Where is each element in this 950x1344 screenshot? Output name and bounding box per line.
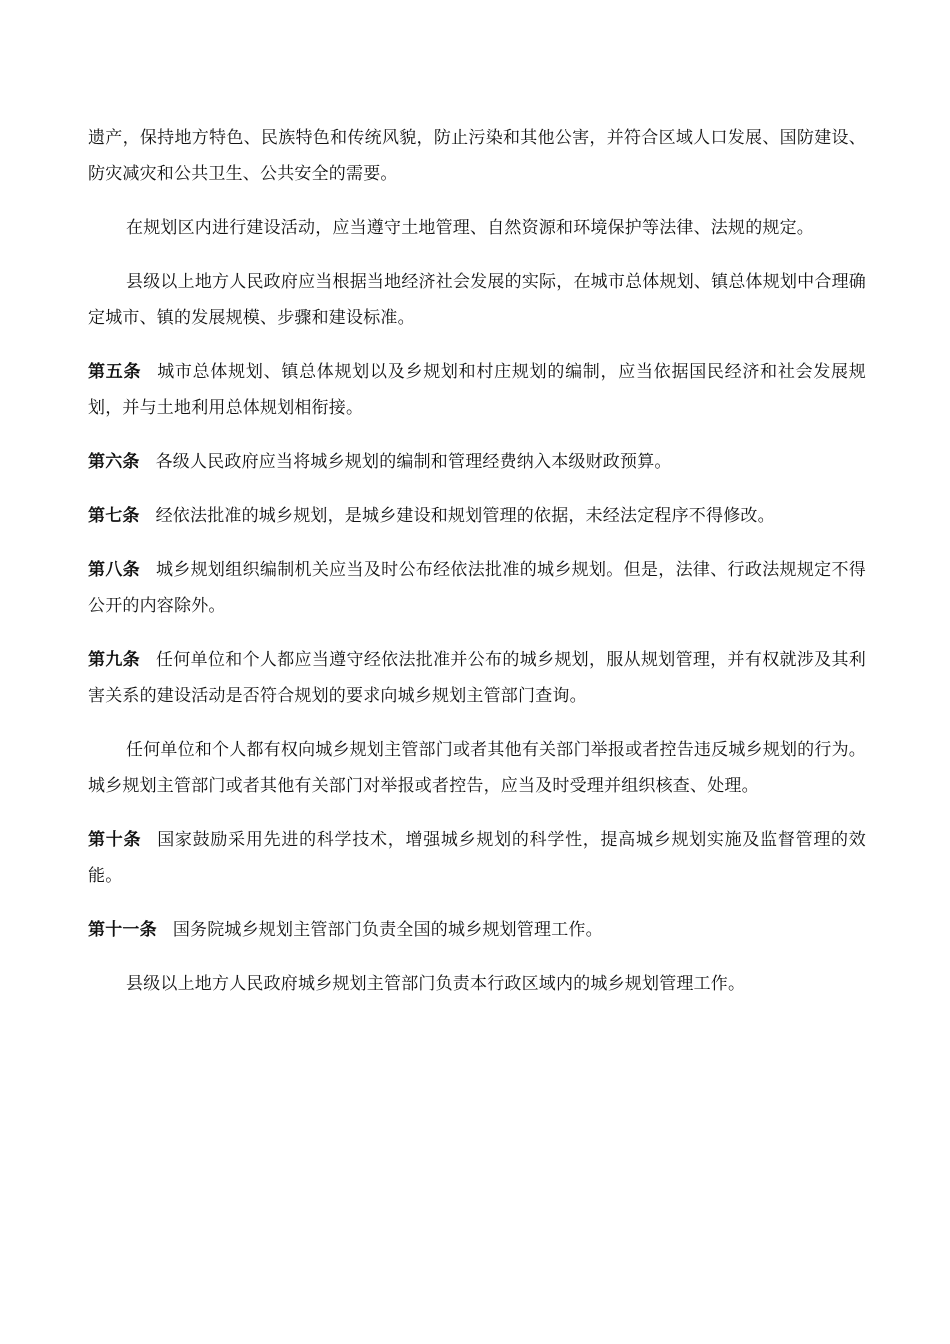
paragraph-text: 在规划区内进行建设活动，应当遵守土地管理、自然资源和环境保护等法律、法规的规定。 — [126, 218, 814, 238]
article-paragraph — [88, 498, 866, 534]
body-paragraph — [88, 210, 866, 246]
article-number: 第十条 — [88, 830, 142, 850]
body-paragraph — [88, 966, 866, 1002]
paragraph-text: 任何单位和个人都应当遵守经依法批准并公布的城乡规划，服从规划管理，并有权就涉及其利害关系的建设活动是否符合规划的要求向城乡规划主管部门查询。 — [88, 650, 866, 706]
article-number: 第六条 — [88, 452, 140, 472]
article-number: 第五条 — [88, 362, 142, 382]
paragraph-text: 国务院城乡规划主管部门负责全国的城乡规划管理工作。 — [172, 920, 603, 940]
article-paragraph — [88, 642, 866, 714]
article-paragraph — [88, 822, 866, 894]
article-paragraph — [88, 354, 866, 426]
body-paragraph — [88, 120, 866, 192]
paragraph-text: 城乡规划组织编制机关应当及时公布经依法批准的城乡规划。但是，法律、行政法规规定不得公开的内容除外。 — [88, 560, 866, 616]
article-number: 第十一条 — [88, 920, 157, 940]
article-number: 第七条 — [88, 506, 140, 526]
article-number: 第九条 — [88, 650, 140, 670]
paragraph-text: 县级以上地方人民政府城乡规划主管部门负责本行政区域内的城乡规划管理工作。 — [126, 974, 746, 994]
article-paragraph — [88, 552, 866, 624]
paragraph-text: 国家鼓励采用先进的科学技术，增强城乡规划的科学性，提高城乡规划实施及监督管理的效能。 — [88, 830, 866, 886]
article-paragraph — [88, 912, 866, 948]
body-paragraph — [88, 264, 866, 336]
body-paragraph — [88, 732, 866, 804]
article-paragraph — [88, 444, 866, 480]
paragraph-text: 经依法批准的城乡规划，是城乡建设和规划管理的依据，未经法定程序不得修改。 — [155, 506, 775, 526]
paragraph-text: 任何单位和个人都有权向城乡规划主管部门或者其他有关部门举报或者控告违反城乡规划的行为。城乡规划主管部门或者其他有关部门对举报或者控告，应当及时受理并组织核查、处理。 — [88, 740, 866, 796]
paragraph-text: 各级人民政府应当将城乡规划的编制和管理经费纳入本级财政预算。 — [155, 452, 672, 472]
document-page — [88, 120, 866, 1020]
paragraph-text: 遗产，保持地方特色、民族特色和传统风貌，防止污染和其他公害，并符合区域人口发展、国防建设、防灾减灾和公共卫生、公共安全的需要。 — [88, 128, 866, 184]
paragraph-text: 城市总体规划、镇总体规划以及乡规划和村庄规划的编制，应当依据国民经济和社会发展规划，并与土地利用总体规划相衔接。 — [88, 362, 866, 418]
paragraph-text: 县级以上地方人民政府应当根据当地经济社会发展的实际，在城市总体规划、镇总体规划中合理确定城市、镇的发展规模、步骤和建设标准。 — [88, 272, 866, 328]
article-number: 第八条 — [88, 560, 140, 580]
